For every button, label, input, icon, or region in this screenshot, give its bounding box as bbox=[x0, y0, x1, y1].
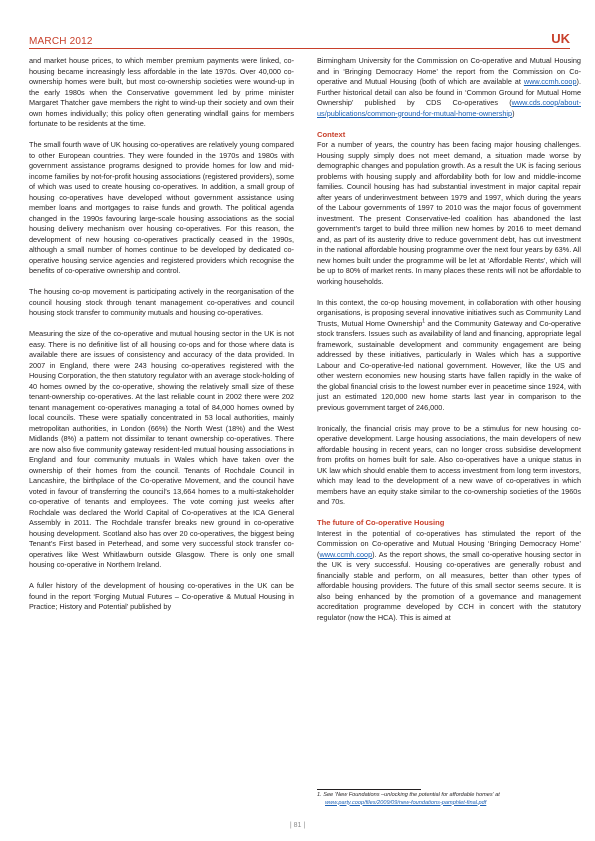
footnote bbox=[317, 792, 581, 807]
future-heading: The future of Co-operative Housing bbox=[317, 518, 445, 527]
header-date: MARCH 2012 bbox=[29, 36, 93, 47]
cds-link[interactable]: www.cds.coop/about-us/publications/common-ground-for-mutual-home-ownership bbox=[317, 98, 581, 118]
paragraph: The small fourth wave of UK housing co-operatives are relatively young compared to other European countries. They were founded in the 1970s and 1980s with government assistance programs designed to provide homes for low and mid-income families by not-for-profit housing associations (registered providers), some of which was used to create housing co-operatives. In addition, a small group of housing co-operatives have developed without government assistance using member loans and mortgages to raise funds and growth. The political agenda changed in the 1990s favouring large-scale housing associations as the social housing delivery mechanism over housing co-operatives. For this reason, the development of new housing co-operatives practically ceased in the 1990s, although a small number of homes continue to be developed by dedicated co-operative housing service agencies and registered providers which recognise the benefits of co-operative ownership and control. bbox=[29, 140, 294, 275]
left-column bbox=[29, 56, 294, 613]
paragraph: For a number of years, the country has been facing major housing challenges. Housing supply simply does not meet demand, a situation made worse by demographic changes and population growth. As a result the UK is facing serious problems with housing supply and affordability both for low and middle-income families. Council housing has had substantial investment in major capital repair after years of underinvestment between 1979 and 1997, which during the years of the Labour governments of 1997 to 2010 was the major focus of government investment. The present Conservative-led coalition has abandoned the last government’s target to build three million new homes by 2016 to meet demand and, as part of its austerity drive to reduce government debt, has cut investment in the national affordable housing programme over the next four years by 63%. All new homes built under the programme will be let at ‘Affordable Rents’, which will be up to 80% of market rents. In many places these rents will not be affordable to working households. bbox=[317, 140, 581, 286]
paragraph-text: Birmingham University for the Commission on Co-operative and Mutual Housing and in ‘Bringing Democracy Home’ the report from the Commission on Co-operative and Mutual Housing (both of which are available at bbox=[317, 56, 581, 86]
paragraph-text: ) bbox=[512, 108, 515, 118]
right-column bbox=[317, 56, 581, 623]
page-number: | 81 | bbox=[289, 822, 306, 829]
footnote-marker[interactable]: 1 bbox=[422, 318, 426, 325]
paragraph-text: and the Community Gateway and Co-operative stock transfers. Issues such as availability of land and financing, appropriate legal framework, sustainable development and community engagement are being addressed by these initiatives, particularly in Wales which has a supportive Labour and Co-operative-led national government. However, like the US and other western economies new housing starts have fallen rapidly in the wake of the global financial crisis to the lowest number ever in peacetime since 1924, with just an estimated 120,000 new home starts last year in comparison to the previous government target of 246,000. bbox=[317, 318, 581, 412]
ccmh-link[interactable]: www.ccmh.coop bbox=[523, 77, 577, 86]
paragraph-text: In this context, the co-op housing movement, in collaboration with other housing organisations, is proposing several innovative initiatives such as Community Land Trusts, Mutual Home Ownership bbox=[317, 297, 581, 328]
paragraph bbox=[317, 298, 581, 414]
footnote-text: 1. See ‘New Foundations –unlocking the potential for affordable homes’ at bbox=[317, 792, 500, 798]
paragraph bbox=[317, 56, 581, 119]
paragraph: The housing co-op movement is participating actively in the reorganisation of the council housing stock through tenant management co-operatives and council housing stock transfer to community mutuals and housing co-operatives. bbox=[29, 287, 294, 317]
paragraph-text: Interest in the potential of co-operatives has stimulated the report of the Commission on Co-operative and Mutual Housing ‘Bringing Democracy Home’ ( bbox=[317, 528, 581, 559]
context-heading: Context bbox=[317, 129, 346, 139]
paragraph: Measuring the size of the co-operative and mutual housing sector in the UK is not easy. There is no definitive list of all housing co-ops and for those where data is available there are issues of consistency and accuracy of the data provided. In 2007 in England, there were 243 housing co-operatives registered with the Housing Corporation, the then statutory regulator with an average stock-holding of 40 homes owned by the co-operative, showing the relatively small size of these tenant-ownership co-operatives. At the last reliable count in 2002 there were 202 tenant management co-operatives managing a total of 84,000 homes owned by local councils. These were spatially concentrated in 53 local authorities, mainly metropolitan authorities, in London (66%) the North West (18%) and the West Midlands (8%) a pattern not dissimilar to tenant ownership co-operatives. There are now also five community gateway resident-led mutual housing associations in England and four community mutuals in Wales which have taken over the ownership of their homes from the council. Tenants of Rochdale Council in Lancashire, the birthplace of the Co-operative Movement, and the council have voted in favour of transferring the council’s 13,664 homes to a multi-stakeholder co-operative of tenants and employees. The vote coming just weeks after Rochdale was declared the World Capital of Co-operatives at the ICA General Assembly in 2011. The Rochdale transfer breaks new ground in co-operative housing development. Scotland also has over 20 co-operatives, the biggest being Tenant’s First based in Peterhead, and some very successful stock transfer co-operatives like West Whitlawburn outside Glasgow. There is only one small housing co-operative in Northern Ireland. bbox=[29, 329, 294, 569]
paragraph bbox=[317, 529, 581, 624]
footnote-link[interactable]: www.party.coop/files/2009/09/new-foundations-pamphlet-final.pdf bbox=[325, 799, 487, 806]
paragraph-text: ). Further historical detail can also be found in ‘Common Ground for Mutual Home Ownership’ published by CDS Co-operatives ( bbox=[317, 77, 581, 107]
header-country: UK bbox=[551, 31, 570, 46]
paragraph: A fuller history of the development of housing co-operatives in the UK can be found in the report ‘Forging Mutual Futures – Co-operative & Mutual Housing in Practice; History and Potential’ published by bbox=[29, 581, 294, 611]
footnote-rule bbox=[317, 789, 421, 790]
paragraph-text: ). As the report shows, the small co-operative housing sector in the UK is very successful. Housing co-operatives are generally robust and financially stable and perform, on all measures, better than other types of affordable housing providers. The future of this small sector seems secure. It is also being enhanced by the promotion of a governance and management accreditation programme developed by CCH in concert with the statutory regulator (now the HCA). This is aimed at bbox=[317, 549, 581, 622]
ccmh-link[interactable]: www.ccmh.coop bbox=[319, 549, 373, 559]
paragraph: and market house prices, to which member premium payments were linked, co-housing became increasingly less affordable in the late 1970s. Over 40,000 co-ownership homes were built, but most co-ownership societies were wound-up in the early 1980s when the Conservative government led by prime minister Margaret Thatcher gave members the right to wind-up their society and own their own homes individually; this policy often generating windfall gains for members fortunate to be residents at the time. bbox=[29, 56, 294, 128]
paragraph: Ironically, the financial crisis may prove to be a stimulus for new housing co-operative development. Large housing associations, the main developers of new affordable housing in recent years, can no longer cross subsidise development from profits on homes built for sale. Also co-operatives have a unique status in UK law which should enable them to access investment from long term investors, which may lead to the development of a new wave of co-operatives in which members have an equity stake similar to the co-ownership societies of the 1960s and 70s. bbox=[317, 423, 581, 506]
header-rule bbox=[29, 48, 570, 49]
